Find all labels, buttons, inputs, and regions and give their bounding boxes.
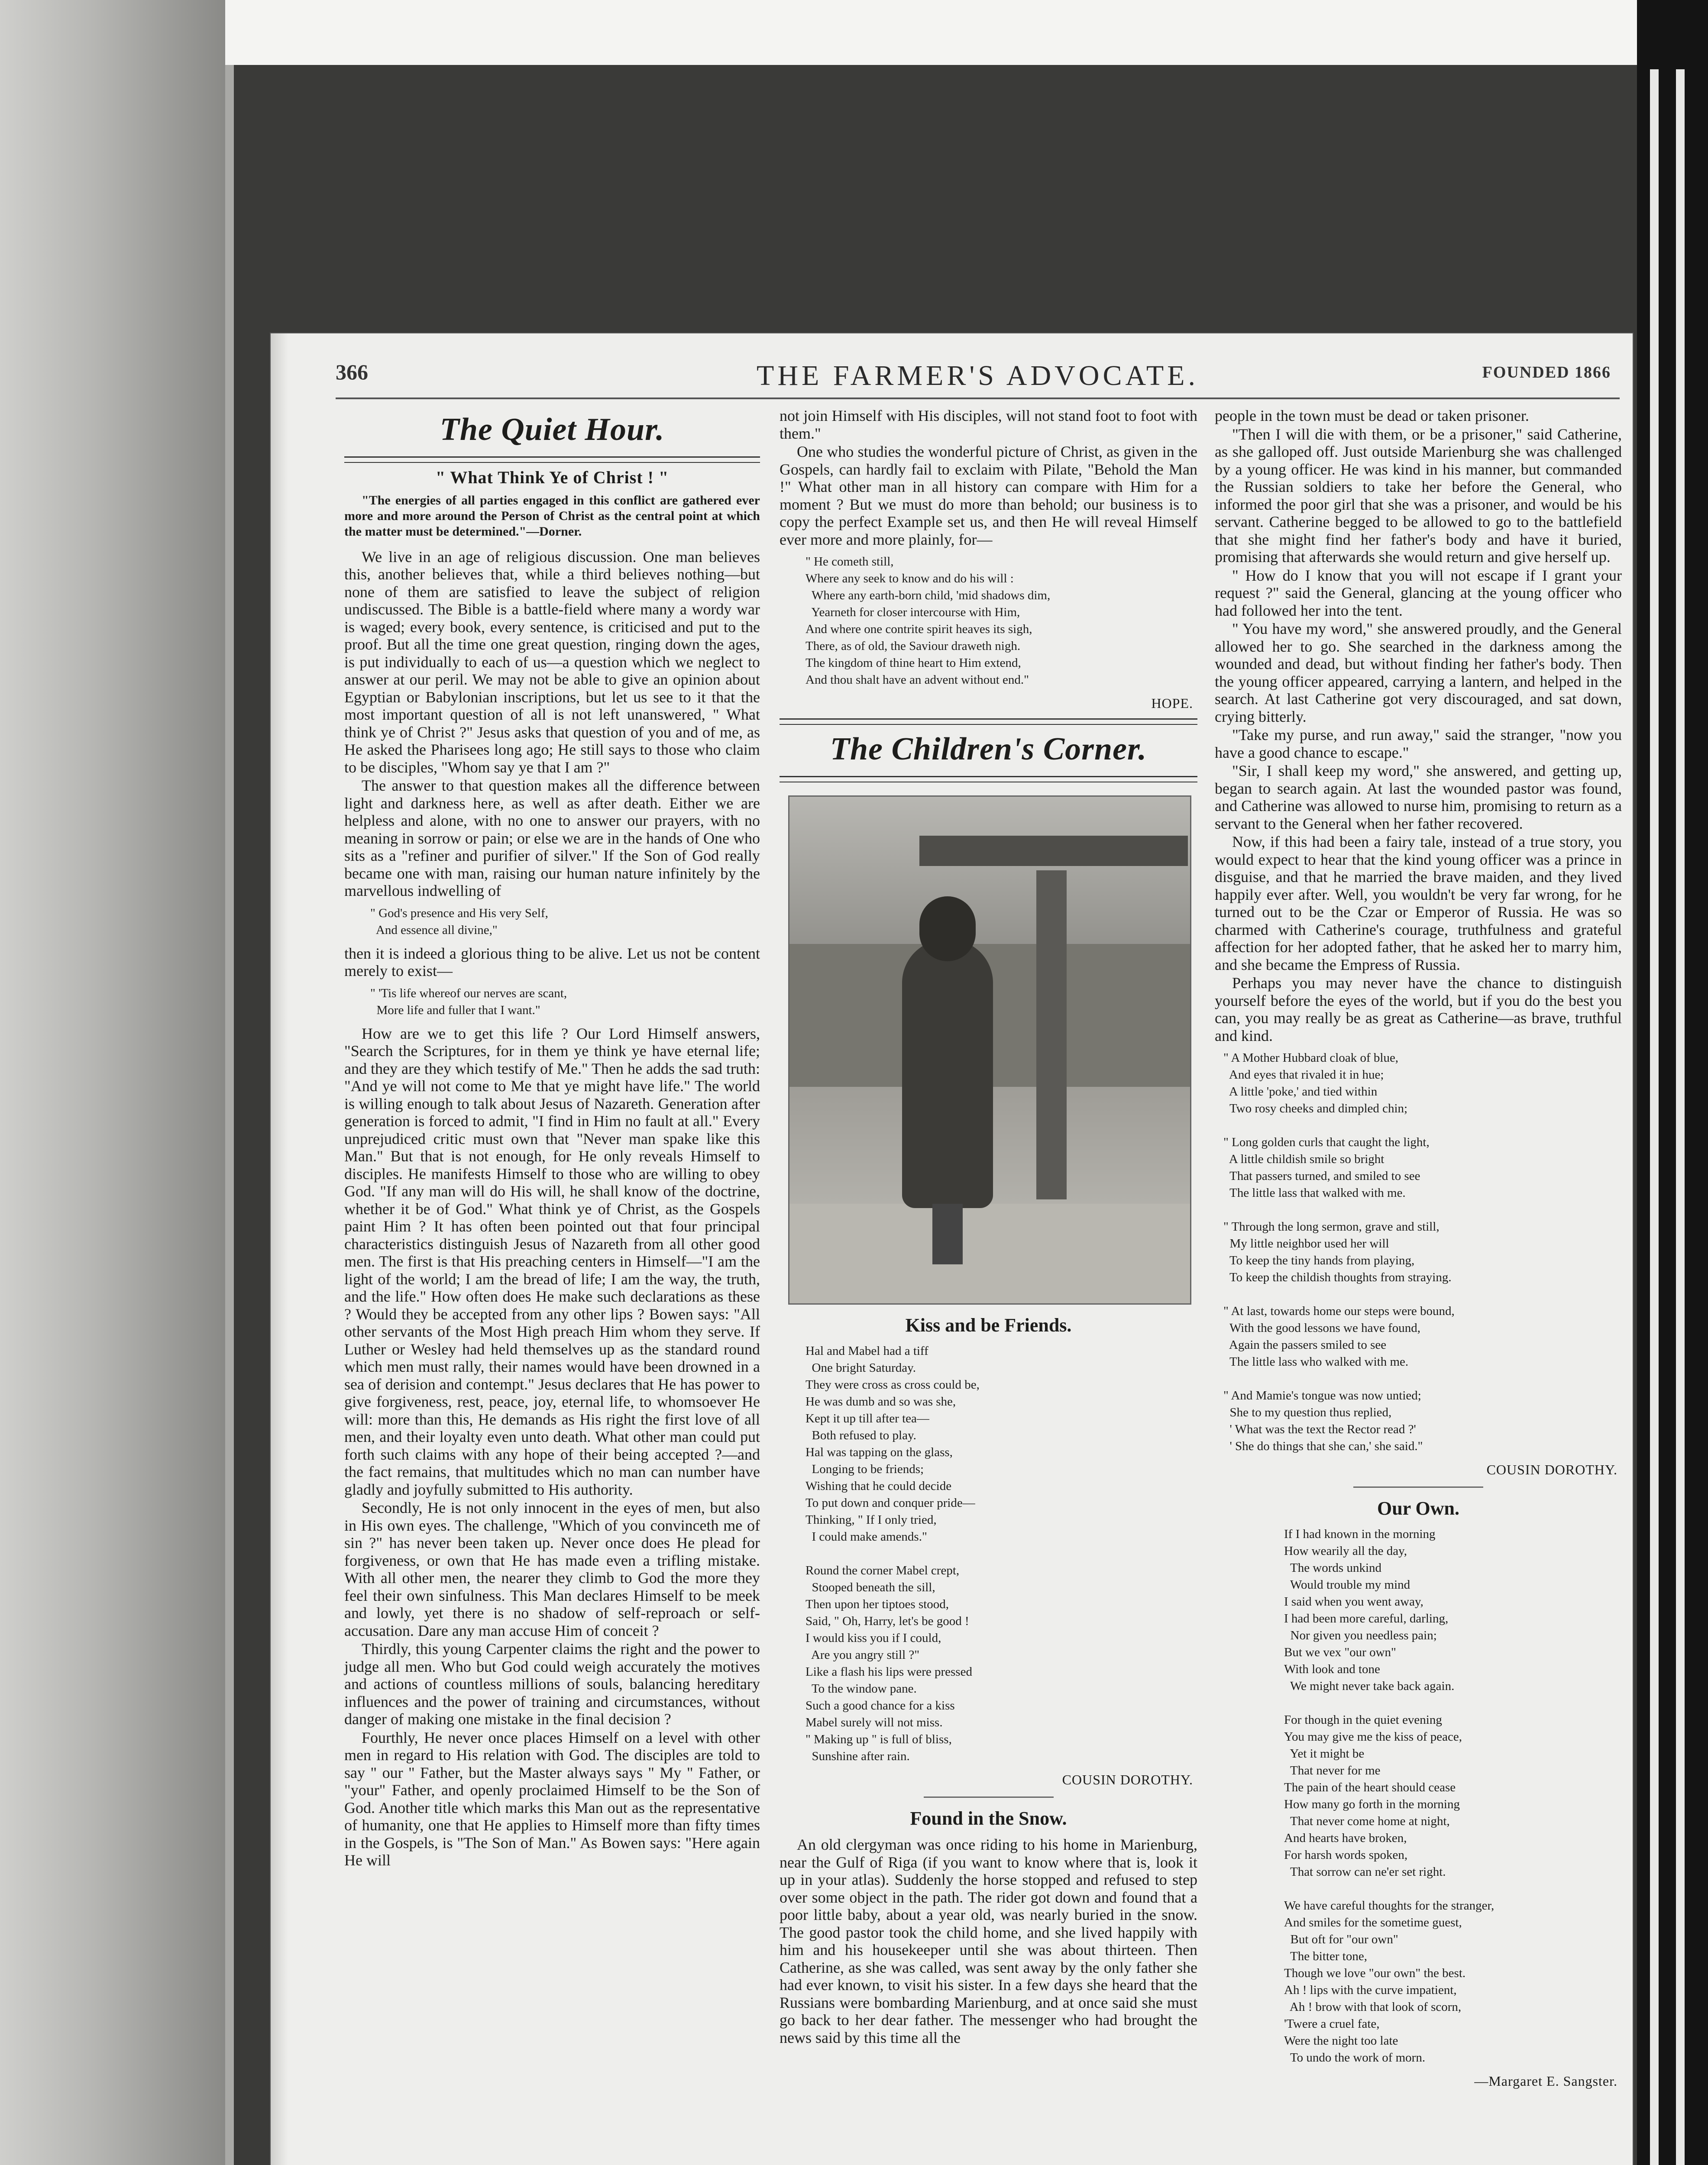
verse-line: That passers turned, and smiled to see: [1223, 1169, 1420, 1183]
verse-line: " 'Tis life whereof our nerves are scant,: [370, 986, 567, 1000]
verse-line: " Long golden curls that caught the light,: [1223, 1135, 1430, 1149]
verse-line: " A Mother Hubbard cloak of blue,: [1223, 1051, 1399, 1065]
verse-line: Where any seek to know and do his will :: [805, 572, 1014, 585]
verse-line: We might never take back again.: [1284, 1679, 1455, 1693]
verse-line: And where one contrite spirit heaves its sigh,: [805, 622, 1032, 636]
verse: [370, 905, 760, 939]
verse-line: Longing to be friends;: [805, 1462, 924, 1476]
verse-line: And essence all divine,": [370, 923, 498, 937]
verse-line: Again the passers smiled to see: [1223, 1338, 1387, 1352]
page-header: [336, 359, 1620, 394]
verse-line: To keep the childish thoughts from straying.: [1223, 1270, 1452, 1284]
verse-line: Thinking, " If I only tried,: [805, 1513, 937, 1527]
verse-line: And smiles for the sometime guest,: [1284, 1916, 1462, 1929]
column-left: [344, 407, 760, 1870]
verse-line: There, as of old, the Saviour draweth nigh.: [805, 639, 1021, 653]
masthead-title: THE FARMER'S ADVOCATE.: [757, 360, 1199, 391]
paragraph: " You have my word," she answered proudly, and the General allowed her to go. She searched in the darkness among the wounded and dead, but without finding her father's body. Then the young officer appeared, carrying a lantern, and helped in the search. At last Catherine got very discouraged, and sat down, crying bitterly.: [1215, 620, 1622, 725]
found-in-snow-title: Found in the Snow.: [910, 1807, 1067, 1829]
verse-line: Nor given you needless pain;: [1284, 1629, 1437, 1642]
verse-line: To put down and conquer pride—: [805, 1496, 975, 1510]
paragraph: "Then I will die with them, or be a prisoner," said Catherine, as she galloped off. Just outside Marienburg she was challenged by a young officer. He was kind in his manner, but commanded the Russian soldiers to take her before the General, who informed the poor girl that she was a prisoner, and would be his servant. Catherine begged to be allowed to go to the battlefield that she might find her father's body and have it buried, promising that afterwards she would return and give herself up.: [1215, 425, 1622, 565]
verse-line: To keep the tiny hands from playing,: [1223, 1254, 1415, 1267]
verse-line: You may give me the kiss of peace,: [1284, 1730, 1462, 1744]
poem: [1284, 1526, 1622, 2066]
verse-line: For though in the quiet evening: [1284, 1713, 1442, 1727]
verse-line: " Through the long sermon, grave and still,: [1223, 1220, 1440, 1234]
signature: —Margaret E. Sangster.: [1474, 2073, 1617, 2089]
verse-line: " At last, towards home our steps were bound,: [1223, 1304, 1455, 1318]
paragraph: "Take my purse, and run away," said the stranger, "now you have a good chance to escape.": [1215, 726, 1622, 761]
page-fold: [271, 333, 288, 2165]
verse-line: Were the night too late: [1284, 2034, 1398, 2048]
verse-line: She to my question thus replied,: [1223, 1406, 1392, 1419]
poem: [1223, 1050, 1622, 1455]
verse-line: Stooped beneath the sill,: [805, 1580, 935, 1594]
paragraph: We live in an age of religious discussion. One man believes this, another believes that, while a third believes nothing—but none of them are satisfied to leave the subject of religion undiscussed. The Bible is a battle-field where many a wordy war is waged; every book, every sentence, is criticised and put to the proof. But all the time one great question, ringing down the ages, is put individually to each of us—a question which we neglect to answer at our peril. We may not be able to give an opinion about Egyptian or Babylonian inscriptions, but let us see to it that the most important question of all is not left unanswered, " What think ye of Christ ?" Jesus asks that question of you and of me, as He asked the Pharisees long ago; He still says to those who claim to be disciples, "Whom say ye that I am ?": [344, 548, 760, 776]
verse-line: Hal and Mabel had a tiff: [805, 1344, 928, 1358]
verse-line: The little lass that walked with me.: [1223, 1186, 1406, 1200]
verse-line: The kingdom of thine heart to Him extend,: [805, 656, 1021, 670]
scanner-stripe: [1676, 69, 1685, 2165]
photo-window-frame: [919, 836, 1188, 866]
paragraph: people in the town must be dead or taken prisoner.: [1215, 407, 1529, 424]
verse-line: We have careful thoughts for the stranger,: [1284, 1899, 1494, 1913]
verse-line: To undo the work of morn.: [1284, 2051, 1426, 2065]
paragraph: Secondly, He is not only innocent in the eyes of men, but also in His own eyes. The challenge, "Which of you convinceth me of sin ?" has never been taken up. Never once does He plead for forgiveness, or own that He has made even a trifling mistake. With all other men, the nearer they climb to God the more they feel their own sinfulness. This Man declares Himself to be meek and lowly, yet there is no shadow of self-reproach or self-accusation. Dare any man accuse Him of conceit ?: [344, 1499, 760, 1639]
verse-line: [1284, 1695, 1622, 1712]
verse-line: Though we love "our own" the best.: [1284, 1966, 1466, 1980]
divider: [924, 1797, 1054, 1798]
verse-line: And eyes that rivaled it in hue;: [1223, 1068, 1384, 1082]
verse-line: ' What was the text the Rector read ?': [1223, 1422, 1416, 1436]
scanner-frame-left: [0, 0, 225, 2165]
paragraph: then it is indeed a glorious thing to be alive. Let us not be content merely to exist—: [344, 944, 760, 979]
paragraph: Thirdly, this young Carpenter claims the right and the power to judge all men. Who but God could weigh accurately the motives and actions of countless millions of souls, balancing hereditary influences and the power of training and circumstances, without danger of making one mistake in the final decision ?: [344, 1640, 760, 1728]
double-rule: [780, 776, 1197, 782]
photo-girl: [902, 940, 993, 1208]
verse-line: The words unkind: [1284, 1561, 1382, 1575]
verse-line: With the good lessons we have found,: [1223, 1321, 1420, 1335]
founded-label: FOUNDED 1866: [1482, 363, 1611, 381]
verse-line: Such a good chance for a kiss: [805, 1699, 955, 1713]
verse-line: Sunshine after rain.: [805, 1749, 910, 1763]
signature: COUSIN DOROTHY.: [1062, 1772, 1193, 1787]
verse-line: Ah ! lips with the curve impatient,: [1284, 1983, 1457, 1997]
verse-line: 'Twere a cruel fate,: [1284, 2017, 1380, 2031]
verse-line: " He cometh still,: [805, 555, 894, 569]
verse-line: How many go forth in the morning: [1284, 1797, 1460, 1811]
verse-line: [1223, 1117, 1622, 1134]
verse-line: I could make amends.": [805, 1530, 927, 1544]
verse-line: " Making up " is full of bliss,: [805, 1732, 952, 1746]
our-own-title: Our Own.: [1377, 1497, 1459, 1519]
paragraph: An old clergyman was once riding to his home in Marienburg, near the Gulf of Riga (if you want to know where that is, look it up in your atlas). Suddenly the horse stopped and refused to step over some object in the path. The rider got down and found that a poor little baby, about a year old, was nearly buried in the snow. The good pastor took the child home, and she lived happily with him and his housekeeper until she was about thirteen. Then Catherine, as she was called, was sent away by the only father she had ever known, to visit his sister. In a few days she heard that the Russians were bombarding Marienburg, and at once said she must go back to her dear father. The messenger who had brought the news said by this time all the: [780, 1836, 1197, 2046]
verse-line: [1223, 1370, 1622, 1387]
verse-line: To the window pane.: [805, 1682, 917, 1696]
verse-line: And hearts have broken,: [1284, 1831, 1407, 1845]
paragraph: "Sir, I shall keep my word," she answered, and getting up, began to search again. At last the wounded pastor was found, and Catherine was allowed to nurse him, promising to return as a servant to the General when her father recovered.: [1215, 762, 1622, 832]
verse-line: [805, 1545, 1197, 1562]
verse-line: [1284, 1881, 1622, 1897]
verse-line: Would trouble my mind: [1284, 1578, 1410, 1592]
verse-line: That never for me: [1284, 1764, 1381, 1777]
verse-line: But we vex "our own": [1284, 1645, 1396, 1659]
verse-line: More life and fuller that I want.": [370, 1003, 540, 1017]
verse-line: I would kiss you if I could,: [805, 1631, 941, 1645]
verse-line: For harsh words spoken,: [1284, 1848, 1408, 1862]
verse-line: [1223, 1202, 1622, 1218]
verse-line: The bitter tone,: [1284, 1949, 1367, 1963]
paragraph: " How do I know that you will not escape if I grant your request ?" said the General, glancing at the young officer who had followed her into the tent.: [1215, 566, 1622, 619]
signature: COUSIN DOROTHY.: [1486, 1462, 1617, 1477]
column-right: [1215, 407, 1622, 2096]
verse-line: They were cross as cross could be,: [805, 1378, 980, 1392]
kiss-and-be-friends-title: Kiss and be Friends.: [905, 1314, 1072, 1336]
verse-line: Two rosy cheeks and dimpled chin;: [1223, 1102, 1408, 1115]
verse-line: I said when you went away,: [1284, 1595, 1423, 1609]
verse-line: And thou shalt have an advent without end.": [805, 673, 1029, 687]
double-rule: [780, 718, 1197, 725]
page-number: 366: [336, 360, 368, 384]
verse-line: The pain of the heart should cease: [1284, 1780, 1456, 1794]
photo-ground: [789, 1204, 1190, 1303]
paragraph: Perhaps you may never have the chance to distinguish yourself before the eyes of the world, but if you do the best you can, you may really be as great as Catherine—as brave, truthful and kind.: [1215, 974, 1622, 1044]
scanner-stripe: [1650, 69, 1659, 2165]
verse-line: Hal was tapping on the glass,: [805, 1445, 953, 1459]
newspaper-page: [271, 333, 1633, 2165]
column-middle: [780, 407, 1197, 2047]
poem: [805, 1343, 1197, 1765]
verse-line: " And Mamie's tongue was now untied;: [1223, 1389, 1421, 1402]
verse-line: Where any earth-born child, 'mid shadows dim,: [805, 588, 1051, 602]
verse-line: The little lass who walked with me.: [1223, 1355, 1409, 1369]
verse-line: My little neighbor used her will: [1223, 1237, 1389, 1251]
epigraph: "The energies of all parties engaged in this conflict are gathered ever more and more around the Person of Christ as the central point at which the matter must be determined."—Dorner.: [344, 493, 760, 539]
verse-line: Yearneth for closer intercourse with Him,: [805, 605, 1020, 619]
verse-line: One bright Saturday.: [805, 1361, 916, 1375]
photo-girl-legs: [932, 1204, 963, 1264]
verse-line: How wearily all the day,: [1284, 1544, 1407, 1558]
divider: [1353, 1486, 1483, 1488]
verse-line: [1223, 1286, 1622, 1303]
childrens-corner-title: The Children's Corner.: [830, 731, 1147, 767]
verse-line: That never come home at night,: [1284, 1814, 1450, 1828]
signature: HOPE.: [1151, 695, 1193, 711]
verse-line: That sorrow can ne'er set right.: [1284, 1865, 1446, 1879]
verse-line: Ah ! brow with that look of scorn,: [1284, 2000, 1462, 2014]
poem: [805, 553, 1197, 688]
verse-line: ' She do things that she can,' she said.": [1223, 1439, 1423, 1453]
verse-line: He was dumb and so was she,: [805, 1395, 956, 1409]
quiet-hour-subtitle: " What Think Ye of Christ ! ": [435, 468, 669, 487]
photo-post: [1036, 870, 1067, 1199]
scanner-frame-right: [1637, 0, 1708, 2165]
double-rule: [344, 456, 760, 463]
verse-line: Like a flash his lips were pressed: [805, 1665, 972, 1679]
verse-line: " God's presence and His very Self,: [370, 906, 548, 920]
photograph-girl-at-window: [788, 795, 1191, 1305]
quiet-hour-title: The Quiet Hour.: [440, 412, 665, 447]
verse-line: Said, " Oh, Harry, let's be good !: [805, 1614, 969, 1628]
verse-line: A little 'poke,' and tied within: [1223, 1085, 1378, 1099]
verse-line: Yet it might be: [1284, 1747, 1365, 1761]
verse-line: I had been more careful, darling,: [1284, 1612, 1449, 1625]
verse-line: Kept it up till after tea—: [805, 1412, 929, 1425]
paragraph: The answer to that question makes all the difference between light and darkness here, as well as after death. Either we are helpless and alone, with no one to answer our prayers, with no meaning in sorrow or pain; or else we are in the hands of One who sits as a "refiner and purifier of silver." If the Son of God really became one with man, raising our human nature infinitely by the marvellous indwelling of: [344, 777, 760, 899]
verse-line: Wishing that he could decide: [805, 1479, 952, 1493]
verse-line: If I had known in the morning: [1284, 1527, 1436, 1541]
paragraph: Now, if this had been a fairy tale, instead of a true story, you would expect to hear that the kind young officer was a prince in disguise, and that he married the brave maiden, and they lived happily ever after. Well, you wouldn't be very far wrong, for he turned out to be the Czar or Emperor of Russia. He was so charmed with Catherine's courage, truthfulness and grateful affection for her adopted father, that he asked her to marry him, and she became the Empress of Russia.: [1215, 833, 1622, 973]
paragraph: Fourthly, He never once places Himself on a level with other men in regard to His relation with God. The disciples are told to say " our " Father, but the Master always says " My " Father, or "your" Father, and openly proclaimed Himself to be the Son of God. Another title which marks this Man out as the representative of humanity, one that He applies to Himself more than fifty times in the Gospels, is "The Son of Man." As Bowen says: "Here again He will: [344, 1729, 760, 1869]
verse-line: Then upon her tiptoes stood,: [805, 1597, 949, 1611]
paragraph: How are we to get this life ? Our Lord Himself answers, "Search the Scriptures, for in them ye think ye have eternal life; and they are they which testify of Me." Then he adds the sad truth: "And ye will not come to Me that ye might have life." The world is willing enough to talk about Jesus of Nazareth. Generation after generation is forced to admit, "I find in Him no fault at all." Every unprejudiced critic must own that "Never man spake like this Man." But that is not enough, for He only reveals Himself to disciples. He manifests Himself to those who are willing to obey God. "If any man will do His will, he shall know of the doctrine, whether it be of God." What think ye of Christ, as the Gospels paint Him ? It has often been pointed out that four principal characteristics distinguish Jesus of Nazareth from all other good men. The first is that His preaching centers in Himself—"I am the light of the world; I am the bread of life; I am the way, the truth, and the life." How often does He make such declarations as these ? Would they be accepted from any other lips ? Bowen says: "All other servants of the Most High preach Him whom they serve. If Luther or Wesley had held themselves up as the standard round which men must rally, their names would have been drowned in a sea of derision and contempt." Jesus declares that He has power to give forgiveness, rest, peace, joy, eternal life, to whomsoever He will: more than this, He demands as His right the first love of all men, and their loyalty even unto death. What other man could put forth such claims with any hope of their being accepted ?—and the fact remains, that multitudes which no man can number have gladly and joyfully submitted to His authority.: [344, 1024, 760, 1498]
paragraph: One who studies the wonderful picture of Christ, as given in the Gospels, can hardly fail to exclaim with Pilate, "Behold the Man !" What other man in all history can compare with Him for a moment ? But we must do more than behold; our business is to copy the perfect Example set us, and then He will reveal Himself ever more and more plainly, for—: [780, 443, 1197, 548]
verse-line: Both refused to play.: [805, 1428, 916, 1442]
photo-girl-head: [919, 896, 976, 961]
verse-line: But oft for "our own": [1284, 1932, 1398, 1946]
verse-line: Are you angry still ?": [805, 1648, 920, 1662]
paragraph: not join Himself with His disciples, will not stand foot to foot with them.": [780, 407, 1197, 442]
verse-line: A little childish smile so bright: [1223, 1152, 1385, 1166]
verse-line: Mabel surely will not miss.: [805, 1716, 943, 1729]
verse-line: With look and tone: [1284, 1662, 1380, 1676]
scanner-frame-top: [0, 0, 1708, 65]
header-rule: [336, 397, 1620, 399]
verse-line: Round the corner Mabel crept,: [805, 1564, 960, 1577]
verse: [370, 985, 760, 1019]
